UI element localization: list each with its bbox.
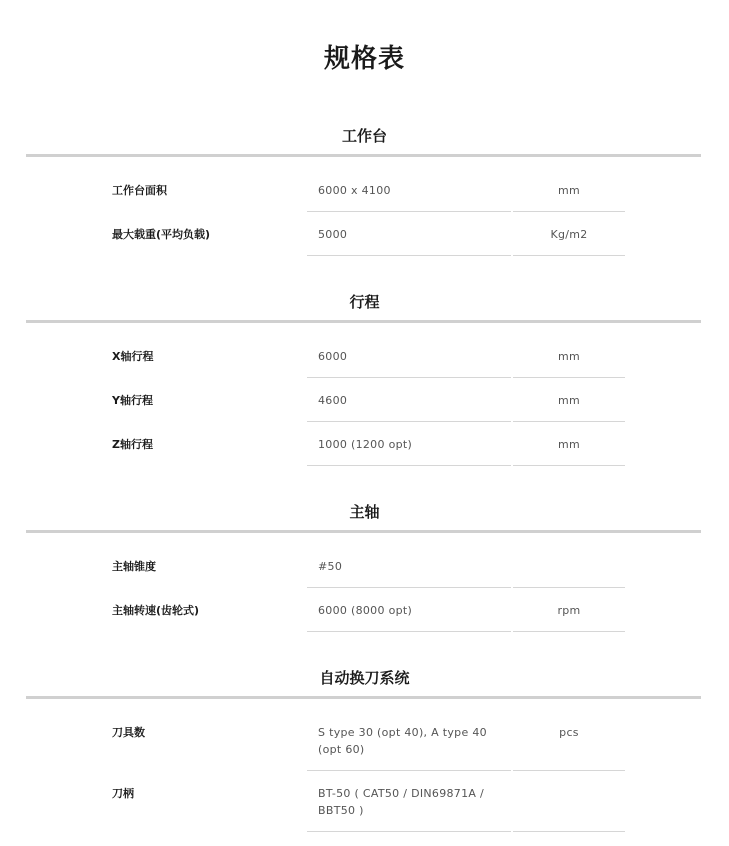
- section-divider: [26, 320, 701, 323]
- spec-value: S type 30 (opt 40), A type 40 (opt 60): [318, 726, 487, 756]
- section-divider: [26, 530, 701, 533]
- page-title: 规格表: [323, 44, 405, 74]
- row-divider: [513, 255, 625, 256]
- row-divider: [513, 831, 625, 832]
- row-divider: [513, 587, 625, 588]
- spec-label: X轴行程: [112, 350, 154, 363]
- row-divider: [513, 211, 625, 212]
- section-heading-spindle: 主轴: [349, 503, 380, 521]
- row-divider: [307, 631, 511, 632]
- section-divider: [26, 154, 701, 157]
- row-divider: [307, 587, 511, 588]
- spec-value: 6000 x 4100: [318, 184, 391, 197]
- spec-unit: rpm: [557, 604, 581, 617]
- spec-value: BT-50 ( CAT50 / DIN69871A / BBT50 ): [318, 787, 485, 817]
- spec-value: 6000 (8000 opt): [318, 604, 413, 617]
- spec-label: 工作台面积: [112, 184, 167, 197]
- spec-label: 刀具数: [112, 726, 145, 739]
- spec-unit: pcs: [559, 726, 579, 739]
- spec-unit: Kg/m2: [550, 228, 588, 241]
- spec-label: Y轴行程: [112, 394, 153, 407]
- row-divider: [307, 465, 511, 466]
- spec-unit: mm: [557, 394, 581, 407]
- spec-label: 刀柄: [112, 787, 134, 800]
- spec-label: Z轴行程: [112, 438, 153, 451]
- spec-value: 5000: [318, 228, 348, 241]
- row-divider: [513, 377, 625, 378]
- spec-value: #50: [318, 560, 343, 573]
- spec-label: 最大载重(平均负载): [112, 228, 211, 241]
- row-divider: [307, 831, 511, 832]
- spec-value: 6000: [318, 350, 348, 363]
- spec-label: 主轴锥度: [112, 560, 156, 573]
- row-divider: [307, 255, 511, 256]
- row-divider: [307, 770, 511, 771]
- row-divider: [513, 770, 625, 771]
- section-heading-worktable: 工作台: [341, 127, 387, 145]
- row-divider: [307, 211, 511, 212]
- row-divider: [513, 631, 625, 632]
- section-heading-atc: 自动换刀系统: [319, 669, 410, 687]
- row-divider: [513, 421, 625, 422]
- row-divider: [307, 377, 511, 378]
- row-divider: [307, 421, 511, 422]
- spec-label: 主轴转速(齿轮式): [112, 604, 200, 617]
- spec-unit: mm: [557, 184, 581, 197]
- spec-value: 4600: [318, 394, 348, 407]
- row-divider: [513, 465, 625, 466]
- section-divider: [26, 696, 701, 699]
- section-heading-travel: 行程: [349, 293, 380, 311]
- spec-unit: mm: [557, 350, 581, 363]
- spec-unit: mm: [557, 438, 581, 451]
- spec-value: 1000 (1200 opt): [318, 438, 413, 451]
